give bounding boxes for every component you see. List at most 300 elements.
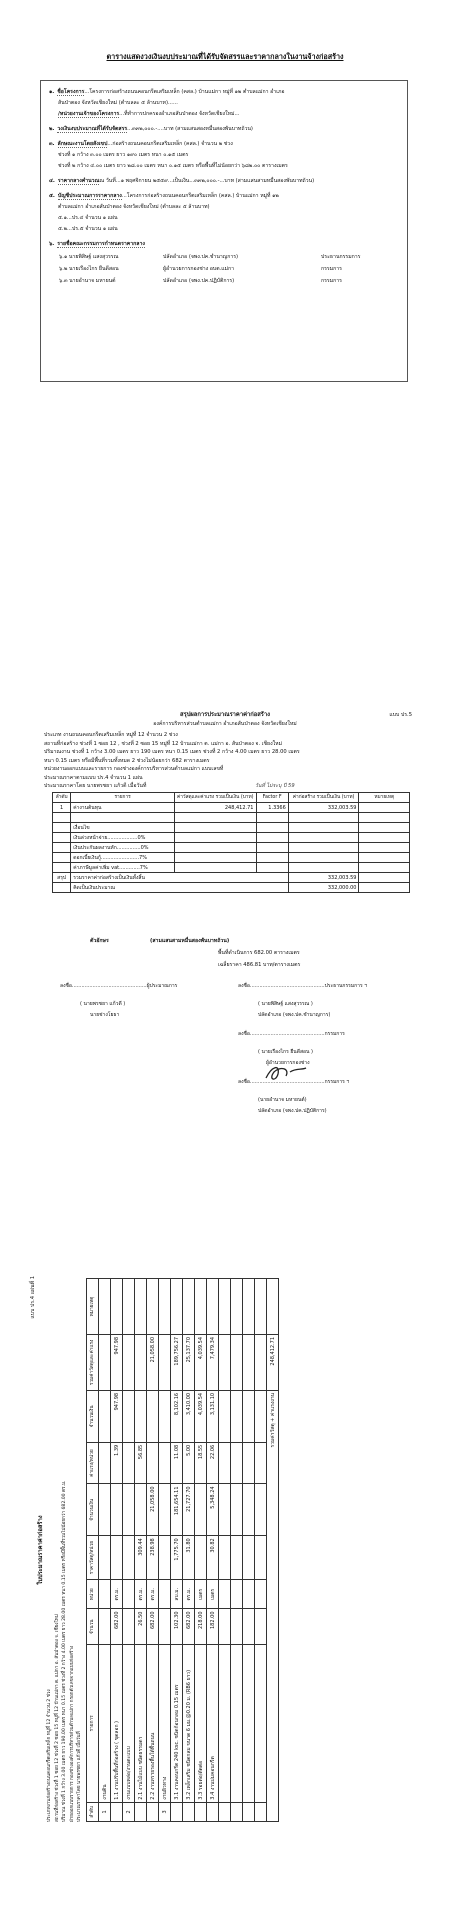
pr4-cell: 2 — [123, 1802, 135, 1821]
pr5-cell — [174, 843, 256, 853]
table-row — [53, 833, 410, 843]
pr5-cell — [359, 833, 410, 843]
pr4-cell: 25,137.70 — [183, 1334, 195, 1390]
pr4-cell — [183, 1802, 195, 1821]
pr5-cell — [174, 833, 256, 843]
pr5-cell: ค่าภาษีมูลค่าเพิ่ม vat.............7% — [71, 863, 175, 873]
pr5-info-line: ประเภท งานถนนคอนกรีตเสริมเหล็ก หมู่ที่ 12 จำนวน 2 ช่วง — [44, 732, 178, 738]
pr4-cell: 1.1 งานปรับพื้นที่ก่อสร้าง ( ขุดลอก ) — [111, 1645, 123, 1803]
pr4-cell — [111, 1802, 123, 1821]
pr5-info-line: ประมาณราคาโดย นายพรชยา แก้วดี เมื่อวันที่ — [44, 783, 147, 789]
avg-price-line: เฉลี่ยราคา 486.81 บาท/ตารางเมตร — [218, 962, 301, 968]
empty-cell — [267, 1279, 279, 1335]
pr4-cell — [99, 1390, 111, 1442]
item-heading: ราคากลางคำนวณ — [57, 178, 100, 184]
pr4-header-cell: ราคาวัสดุ/หน่วย — [87, 1536, 99, 1580]
item-text: ...๓๓๒,๐๐๐.-....บาท (สามแสนสองหมื่นสองพันบาทถ้วน) — [127, 126, 253, 132]
pr4-title: ใบประมาณราคาค่าก่อสร้าง — [38, 1515, 44, 1585]
pr4-cell: 4,039.54 — [195, 1334, 207, 1390]
pr4-cell — [123, 1580, 135, 1609]
item-heading: ชื่อโครงการ — [57, 89, 85, 95]
pr4-cell — [195, 1279, 207, 1335]
pr5-cell: 1 — [53, 803, 71, 813]
summary-row — [53, 873, 410, 883]
pr5-info-line: ปริมาณงาน ช่วงที่ 1 กว้าง 3.00 เมตร ยาว 190 เมตร หนา 0.15 เมตร ช่วงที่ 2 กว้าง 4.00 เมตร ยาว 28.00 เมตร — [44, 749, 300, 755]
empty-cell — [255, 1580, 267, 1609]
pr4-cell: 181,654.11 — [171, 1484, 183, 1536]
pr4-header-cell: จำนวน — [87, 1609, 99, 1645]
total-label: รวมค่าวัสดุ + ค่าแรงงาน — [267, 1390, 279, 1821]
signature-member-2: ลงชื่อ...............................................กรรมการ ฯ (นายอำนาจ มหายนต์) ปลัดอำเภอ (จพง.ปค.ปฏิบัติการ) — [238, 1079, 350, 1114]
item-number: ๕. — [49, 193, 55, 199]
round-row — [53, 883, 410, 893]
pr4-cell — [99, 1484, 111, 1536]
empty-cell — [219, 1802, 231, 1821]
total-value: 248,412.71 — [267, 1334, 279, 1390]
committee-role: ประธานกรรมการ — [321, 254, 361, 260]
page1-title: ตารางแสดงวงเงินงบประมาณที่ได้รับจัดสรรและราคากลางในงานจ้างก่อสร้าง — [106, 52, 344, 61]
pr4-cell: 18.55 — [195, 1442, 207, 1484]
pr4-cell — [147, 1442, 159, 1484]
summary-line — [49, 126, 253, 132]
pr5-header-cell: Factor F — [256, 793, 288, 803]
pr4-cell: 3,131.10 — [207, 1390, 219, 1442]
pr5-cell — [256, 833, 288, 843]
summary-line — [49, 152, 188, 158]
pr4-header-cell: รายการ — [87, 1645, 99, 1803]
pr4-info-line: สถานที่ก่อสร้าง ช่วงที่ 1 ซอย 12 ช่วงที่ 2 ซอย 15 หมู่ที่ 12 บ้านแม่กา ต. แม่กา อ. สันป่าตอง จ. เชียงใหม่ — [54, 1614, 60, 1822]
summary-line — [49, 193, 279, 199]
pr5-cell — [174, 863, 256, 873]
pr4-header-cell: ลำดับ — [87, 1802, 99, 1821]
pr4-cell: 3.4 งานบ่มคอนกรีต — [207, 1645, 219, 1803]
table-row — [195, 1279, 207, 1822]
pr4-cell: 56.85 — [135, 1442, 147, 1484]
summary-line — [49, 141, 233, 147]
signature-member-1: ลงชื่อ...............................................กรรมการ ( นายเรืองไกร ยืนดีสอน ) ผู้อำนวยการกองช่าง — [238, 1031, 345, 1066]
pr4-cell — [111, 1536, 123, 1580]
pr5-cell — [53, 853, 71, 863]
pr4-cell — [195, 1484, 207, 1536]
pr4-cell: 3 — [159, 1802, 171, 1821]
pr4-info-line: ฝ่ายออกแบบรายการ กองช่างองค์การบริหารส่วนตำบลแม่กา กรอกตัวเลขจากแบบก่อสร้าง — [69, 1645, 75, 1822]
amount-in-words: ตัวอักษร (สามแสนสามหมื่นสองพันบาทถ้วน) — [90, 938, 230, 944]
pr4-cell — [171, 1279, 183, 1335]
pr4-cell: 26.50 — [135, 1609, 147, 1645]
pr4-cell: ลบ.ม. — [171, 1580, 183, 1609]
pr4-cell — [159, 1279, 171, 1335]
pr4-cell — [171, 1802, 183, 1821]
pr4-cell: ตร.ม. — [135, 1580, 147, 1609]
rotated-pr4-sheet — [24, 1272, 426, 1828]
pr5-cell: เงินประกันผลงานหัก...............0% — [71, 843, 175, 853]
pr4-cell — [159, 1442, 171, 1484]
pr5-cell — [288, 813, 359, 823]
pr5-cell — [256, 823, 288, 833]
page-summary-sheet — [0, 0, 450, 400]
empty-row — [219, 1279, 231, 1822]
empty-cell — [219, 1484, 231, 1536]
empty-row — [231, 1279, 243, 1822]
table-row — [123, 1279, 135, 1822]
empty-row — [243, 1279, 255, 1822]
pr4-cell — [159, 1609, 171, 1645]
committee-position: ปลัดอำเภอ (จพง.ปค.ปฏิบัติการ) — [163, 278, 235, 284]
item-text: ...ก่อสร้างถนนคอนกรีตเสริมเหล็ก (คสล.) จำนวน ๒ ช่วง — [107, 141, 233, 147]
table-row — [159, 1279, 171, 1822]
empty-cell — [255, 1609, 267, 1645]
total-row — [267, 1279, 279, 1822]
pr4-header-cell: จำนวนเงิน — [87, 1390, 99, 1442]
empty-cell — [53, 883, 71, 893]
pr4-item-table — [86, 1278, 279, 1822]
pr5-cell: ดอกเบี้ยเงินกู้........................7% — [71, 853, 175, 863]
pr4-header-cell: รวมค่าวัสดุและค่าแรง — [87, 1334, 99, 1390]
pr5-cell — [174, 853, 256, 863]
pr5-cell: เงินล่วงหน้าจ่าย...................0% — [71, 833, 175, 843]
round-value: 332,000.00 — [288, 883, 359, 893]
page1-frame — [40, 80, 408, 382]
pr4-cell: 238.98 — [147, 1536, 159, 1580]
item-text: ณ วันที่...๑ พฤศจิกายน ๒๕๕๙...เป็นเงิน...๓๓๒,๐๐๐.-...บาท (สามแสนสามหมื่นสองพันบาทถ้วน) — [99, 178, 315, 184]
pr4-cell: 3.3 รอยต่อ/ตัดต่อ — [195, 1645, 207, 1803]
pr4-cell: 22.06 — [207, 1442, 219, 1484]
pr4-cell: 21,727.70 — [183, 1484, 195, 1536]
pr4-cell — [159, 1484, 171, 1536]
committee-role: กรรมการ — [321, 266, 342, 272]
pr4-cell: 1 — [99, 1802, 111, 1821]
item-heading: บัญชีประมาณการราคากลาง — [57, 193, 122, 199]
pr5-cell — [174, 813, 256, 823]
empty-cell — [219, 1580, 231, 1609]
item-text: ๕.๑...ปร.๔ จำนวน ๑ แผ่น — [58, 215, 118, 221]
pr4-cell — [135, 1484, 147, 1536]
pr4-cell: 309.44 — [135, 1536, 147, 1580]
pr4-cell — [123, 1442, 135, 1484]
pr5-cell — [256, 813, 288, 823]
item-number: ๒. — [49, 126, 55, 132]
empty-cell — [243, 1536, 255, 1580]
pr5-cell — [359, 823, 410, 833]
pr4-cell: งานผิวทาง — [159, 1645, 171, 1803]
pr4-cell: 11.08 — [171, 1442, 183, 1484]
pr4-cell — [207, 1802, 219, 1821]
empty-cell — [231, 1390, 243, 1442]
pr5-cell: 248,412.71 — [174, 803, 256, 813]
empty-cell — [231, 1442, 243, 1484]
empty-cell — [231, 1334, 243, 1390]
pr5-info-line: หน่วยงานออกแบบและรายการ กองช่างองค์การบริหารส่วนตำบลแม่กา แบบเลขที่ — [44, 766, 224, 772]
pr4-cell — [123, 1390, 135, 1442]
pr4-cell — [207, 1279, 219, 1335]
pr4-cell — [135, 1334, 147, 1390]
pr4-header-cell: จำนวนเงิน — [87, 1484, 99, 1536]
pr4-cell — [195, 1802, 207, 1821]
pr4-cell: 2.1 งานไม้แบบ ชนิดธรรมดา — [135, 1645, 147, 1803]
pr4-cell: เมตร — [195, 1580, 207, 1609]
empty-cell — [243, 1484, 255, 1536]
pr4-cell — [99, 1334, 111, 1390]
table-row — [53, 803, 410, 813]
committee-name: ๖.๓ นายอำนาจ มหายนต์ — [59, 278, 116, 284]
pr4-cell: 189,756.27 — [171, 1334, 183, 1390]
pr4-cell: งานแบบหล่อ/งานตะแบบ — [123, 1645, 135, 1803]
empty-cell — [219, 1442, 231, 1484]
pr4-cell: 947.98 — [111, 1390, 123, 1442]
item-number: ๓. — [49, 141, 55, 147]
page-pr5-summary — [0, 700, 450, 1200]
empty-cell — [243, 1802, 255, 1821]
pr5-header-cell: ค่าก่อสร้าง รวมเป็นเงิน (บาท) — [288, 793, 359, 803]
pr5-cost-table — [52, 792, 410, 893]
item-heading: ลักษณะงานโดยสังเขป — [57, 141, 108, 147]
pr4-cell: 102.30 — [171, 1609, 183, 1645]
area-line: พื้นที่ดำเนินการ 682.00 ตารางเมตร — [218, 950, 300, 956]
pr5-cell — [288, 833, 359, 843]
pr4-cell — [99, 1279, 111, 1335]
summary-text: รวมราคาค่าก่อสร้างเป็นเงินทั้งสิ้น — [71, 873, 289, 883]
pr4-cell — [99, 1609, 111, 1645]
item-number: ๖. — [49, 241, 55, 247]
empty-cell — [243, 1334, 255, 1390]
pr4-cell — [111, 1279, 123, 1335]
handwritten-date: วันที่ ไม่ระบุ ปี 59 — [255, 783, 295, 789]
round-text: คิดเป็นเงินประมาณ — [71, 883, 289, 893]
pr4-cell: ตร.ม. — [111, 1580, 123, 1609]
empty-cell — [231, 1536, 243, 1580]
pr5-header-cell: หมายเหตุ — [359, 793, 410, 803]
item-heading: วงเงินงบประมาณที่ได้รับจัดสรร — [57, 126, 128, 132]
pr4-header-cell: ค่าแรง/หน่วย — [87, 1442, 99, 1484]
empty-cell — [231, 1279, 243, 1335]
pr4-cell: 30.82 — [207, 1536, 219, 1580]
empty-cell — [359, 883, 410, 893]
pr4-cell — [147, 1390, 159, 1442]
table-row — [147, 1279, 159, 1822]
empty-cell — [255, 1279, 267, 1335]
pr4-cell — [147, 1802, 159, 1821]
pr5-cell: ค่างานต้นทุน — [71, 803, 175, 813]
empty-cell — [255, 1645, 267, 1803]
pr4-cell — [159, 1334, 171, 1390]
table-row — [53, 853, 410, 863]
pr5-cell — [288, 823, 359, 833]
empty-cell — [231, 1484, 243, 1536]
signature-estimator: ลงชื่อ...............................................ผู้ประมาณการ ( นายพรชยา แก้วดี ) นายช่างโยธา — [60, 983, 178, 1018]
pr5-cell — [256, 843, 288, 853]
empty-cell — [243, 1279, 255, 1335]
empty-cell — [219, 1279, 231, 1335]
item-text: ช่วงที่ ๒ กว้าง ๔.๐๐ เมตร ยาว ๒๘.๐๐ เมตร หนา ๐.๑๕ เมตร หรือพื้นที่ไม่น้อยกว่า ๖๘๒.๐๐ ตารางเมตร — [58, 163, 288, 169]
pr5-cell — [256, 863, 288, 873]
pr4-cell: 21,058.00 — [147, 1484, 159, 1536]
pr4-cell: 5,348.24 — [207, 1484, 219, 1536]
pr4-cell: 682.00 — [111, 1609, 123, 1645]
table-row — [207, 1279, 219, 1822]
item-text: ๕.๒...ปร.๕ จำนวน ๑ แผ่น — [58, 226, 118, 232]
item-number: ๑. — [49, 89, 55, 95]
pr5-cell: เงื่อนไข — [71, 823, 175, 833]
item-text: ช่วงที่ ๑ กว้าง ๓.๐๐ เมตร ยาว ๑๙๐ เมตร หนา ๐.๑๕ เมตร — [58, 152, 189, 158]
pr5-cell: 332,003.59 — [288, 803, 359, 813]
signature-chair: ลงชื่อ...............................................ประธานกรรมการ ฯ ( นายพิสิษฐ์ แสงสุวรรณ ) ปลัดอำเภอ (จพง.ปค.ชำนาญการ) — [238, 983, 368, 1018]
table-row — [53, 843, 410, 853]
pr5-cell — [174, 823, 256, 833]
empty-cell — [243, 1609, 255, 1645]
pr4-header-cell: หน่วย — [87, 1580, 99, 1609]
summary-line — [49, 111, 239, 117]
pr4-cell — [123, 1609, 135, 1645]
pr4-cell: 1,775.70 — [171, 1536, 183, 1580]
table-row — [171, 1279, 183, 1822]
pr5-cell — [53, 833, 71, 843]
empty-cell — [255, 1442, 267, 1484]
summary-line — [49, 226, 118, 232]
empty-cell — [219, 1645, 231, 1803]
empty-cell — [255, 1484, 267, 1536]
summary-line — [49, 215, 118, 221]
pr4-cell — [183, 1279, 195, 1335]
pr5-cell — [53, 843, 71, 853]
empty-cell — [255, 1334, 267, 1390]
item-text: สันป่าตอง จังหวัดเชียงใหม่ (ตำบลละ ๕ ล้านบาท)...... — [58, 100, 178, 106]
summary-line — [49, 89, 285, 95]
item-number: ๔. — [49, 178, 55, 184]
empty-cell — [219, 1334, 231, 1390]
empty-cell — [243, 1390, 255, 1442]
table-row — [111, 1279, 123, 1822]
pr4-cell: 182.00 — [207, 1609, 219, 1645]
empty-cell — [255, 1536, 267, 1580]
pr4-cell — [123, 1536, 135, 1580]
pr5-cell — [288, 863, 359, 873]
empty-cell — [231, 1645, 243, 1803]
pr4-cell: 4,039.54 — [195, 1390, 207, 1442]
summary-line — [49, 241, 145, 247]
pr5-info-line: สถานที่ก่อสร้าง ช่วงที่ 1 ซอย 12 , ช่วงที่ 2 ซอย 15 หมู่ที่ 12 บ้านแม่กา ต. แม่กา อ. สันป่าตอง จ. เชียงใหม่ — [44, 740, 282, 747]
item-text: ตำบลแม่กา อำเภอสันป่าตอง จังหวัดเชียงใหม่ (ตำบลละ ๕ ล้านบาท) — [58, 204, 210, 210]
item-text: ...โครงการก่อสร้างถนนคอนกรีตเสริมเหล็ก (คสล.) บ้านแม่กา หมู่ที่ ๑๒ — [121, 193, 279, 199]
pr5-cell — [288, 853, 359, 863]
table-row — [53, 863, 410, 873]
table-row — [135, 1279, 147, 1822]
pr4-cell: งานดิน — [99, 1645, 111, 1803]
pr4-cell — [111, 1484, 123, 1536]
pr4-cell — [147, 1279, 159, 1335]
summary-line — [49, 100, 178, 106]
summary-line — [49, 178, 314, 184]
pr5-header-cell: รายการ — [71, 793, 175, 803]
pr4-cell — [123, 1279, 135, 1335]
empty-cell — [219, 1390, 231, 1442]
pr5-cell — [359, 803, 410, 813]
pr4-cell — [159, 1390, 171, 1442]
pr4-cell — [99, 1580, 111, 1609]
pr4-cell — [159, 1580, 171, 1609]
empty-cell — [231, 1609, 243, 1645]
pr4-cell: 3.1 งานคอนกรีต 240 ksc. ชนิดก้อนกลม 0.15 เมตร — [171, 1645, 183, 1803]
empty-row — [255, 1279, 267, 1822]
pr5-cell — [53, 823, 71, 833]
pr5-cell — [359, 843, 410, 853]
pr4-cell — [123, 1334, 135, 1390]
item-text: ...ที่ทำการปกครองอำเภอสันป่าตอง จังหวัดเชียงใหม่... — [119, 111, 240, 117]
table-row — [99, 1279, 111, 1822]
pr4-header-cell: หมายเหตุ — [87, 1279, 99, 1335]
pr5-cell — [288, 843, 359, 853]
pr5-cell — [359, 853, 410, 863]
pr5-info-line: หนา 0.15 เมตร หรือมีพื้นที่รวมทั้งหมด 2 ช่วงไม่น้อยกว่า 682 ตารางเมตร — [44, 757, 210, 764]
pr4-info-line: ปริมาณ ช่วงที่ 1 กว้าง 3.00 เมตร ยาว 190.00 เมตร หนา 0.15 เมตร ช่วงที่ 2 กว้าง 4.00 เมตร ยาว 28.00 เมตร หนา 0.15 เมตร หรือมีพื้นที่รวมไม่น้อยกว่า 682.00 ตร.ม. — [62, 1480, 67, 1822]
committee-position: ปลัดอำเภอ (จพง.ปค.ชำนาญการ) — [163, 254, 239, 260]
empty-cell — [219, 1609, 231, 1645]
table-row — [183, 1279, 195, 1822]
page-pr4-detail — [0, 1240, 450, 1860]
pr4-cell — [99, 1536, 111, 1580]
empty-cell — [219, 1536, 231, 1580]
pr4-cell: 31.80 — [183, 1536, 195, 1580]
pr4-cell: 21,058.00 — [147, 1334, 159, 1390]
pr4-cell — [195, 1536, 207, 1580]
pr5-cell: 1.3366 — [256, 803, 288, 813]
pr5-cell — [71, 813, 175, 823]
committee-name: ๖.๒ นายเรืองไกร ยืนดีสอน — [59, 266, 119, 272]
pr5-cell — [53, 813, 71, 823]
item-heading: /หน่วยงานเจ้าของโครงการ — [58, 111, 120, 117]
form-code: แบบ ปร.5 — [389, 712, 412, 718]
pr5-header-cell: ค่าวัสดุและค่าแรง รวมเป็นเงิน (บาท) — [174, 793, 256, 803]
pr4-cell: 682.00 — [183, 1609, 195, 1645]
pr4-form-code: แบบ ปร.4 แผ่นที่ 1 — [30, 1276, 36, 1319]
pr4-cell: 3,410.00 — [183, 1390, 195, 1442]
pr5-org: องค์การบริหารส่วนตำบลแม่กา อำเภอสันป่าตอง จังหวัดเชียงใหม่ — [153, 721, 297, 727]
empty-cell — [243, 1645, 255, 1803]
table-row — [53, 813, 410, 823]
pr4-info-line: ประเภทงานก่อสร้างถนนคอนกรีตเสริมเหล็ก หมู่ที่ 12 จำนวน 2 ช่วง — [47, 1689, 52, 1822]
pr5-cell — [359, 813, 410, 823]
pr5-title: สรุปผลการประมาณราคาค่าก่อสร้าง — [180, 712, 270, 718]
pr4-cell: 7,479.34 — [207, 1334, 219, 1390]
pr5-cell — [53, 863, 71, 873]
table-row — [53, 823, 410, 833]
pr4-cell — [135, 1802, 147, 1821]
pr4-cell: เมตร — [207, 1580, 219, 1609]
committee-position: ผู้อำนวยการกองช่าง อบต.แม่กา — [163, 266, 235, 272]
summary-value: 332,003.59 — [288, 873, 359, 883]
empty-cell — [255, 1802, 267, 1821]
pr4-cell — [123, 1484, 135, 1536]
pr4-cell: ตร.ม. — [183, 1580, 195, 1609]
pr4-cell: 947.98 — [111, 1334, 123, 1390]
pr5-header-cell: ลำดับ — [53, 793, 71, 803]
pr4-cell: 2.2 งานทรายรองพื้นใต้พื้นถนน — [147, 1645, 159, 1803]
pr4-cell: 682.00 — [147, 1609, 159, 1645]
pr4-cell: 218.00 — [195, 1609, 207, 1645]
committee-name: ๖.๑ นายพิสิษฐ์ แสงสุวรรณ — [59, 254, 119, 260]
summary-label: สรุป — [53, 873, 71, 883]
pr4-cell: 3.2 เหล็กเสริม ชนิดกลม ขนาด 6 มม.@0.20 ม. (RB6 ยาว) — [183, 1645, 195, 1803]
pr4-cell — [159, 1536, 171, 1580]
empty-cell — [243, 1442, 255, 1484]
pr5-cell — [256, 853, 288, 863]
summary-line — [49, 204, 210, 210]
empty-cell — [255, 1390, 267, 1442]
pr4-cell: 5.00 — [183, 1442, 195, 1484]
pr4-cell: ตร.ม. — [147, 1580, 159, 1609]
pr4-cell — [135, 1279, 147, 1335]
empty-cell — [359, 873, 410, 883]
committee-role: กรรมการ — [321, 278, 342, 284]
